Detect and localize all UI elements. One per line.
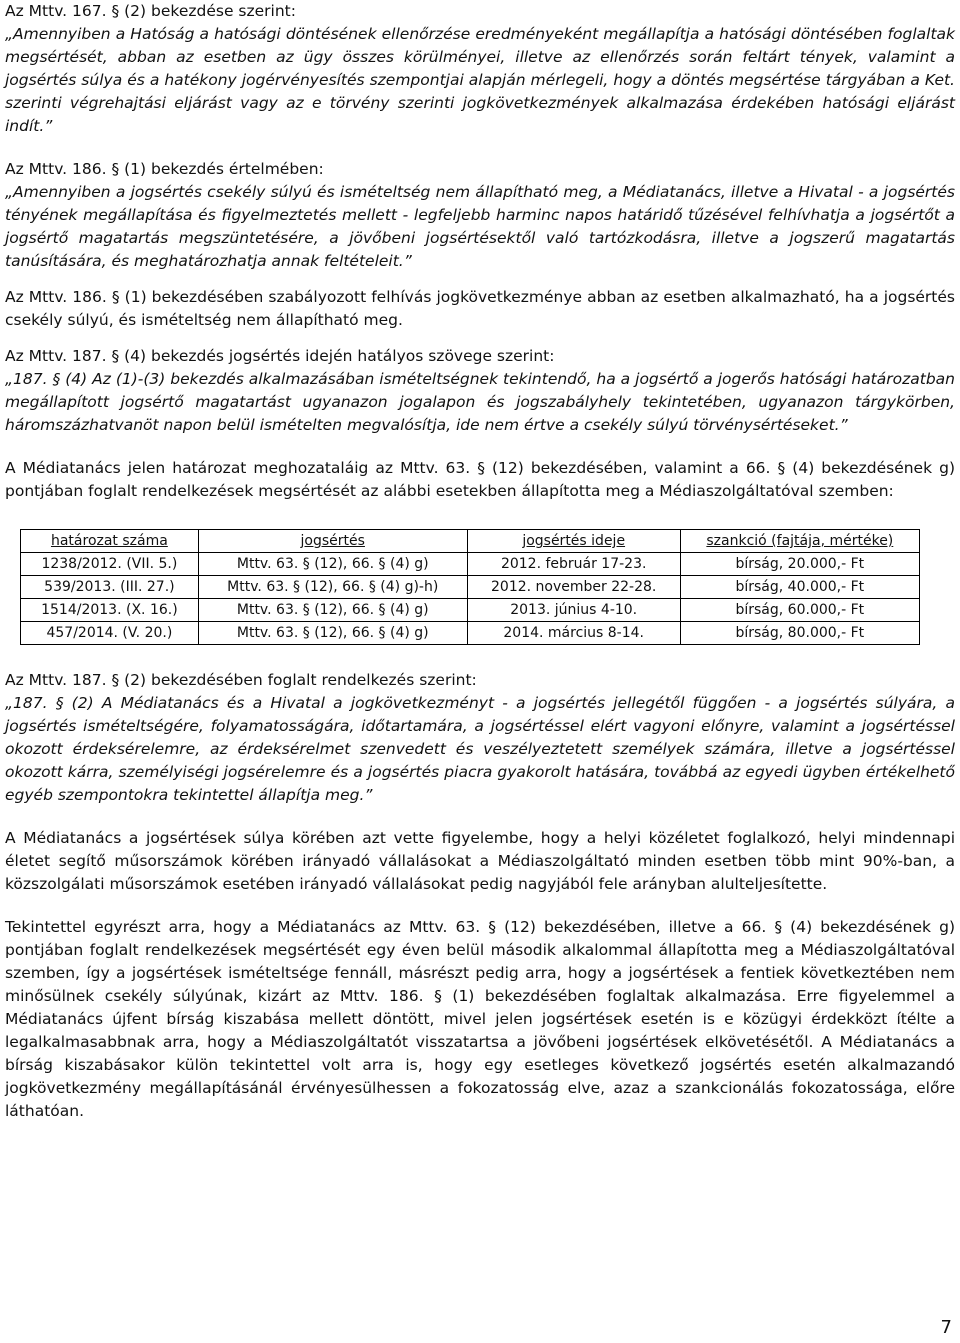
- quote-block-187-2: [5, 669, 955, 807]
- document-body: [5, 0, 955, 1123]
- table-cell: Mttv. 63. § (12), 66. § (4) g): [198, 553, 467, 576]
- header-decision-number: határozat száma: [21, 530, 199, 553]
- table-cell: bírság, 20.000,- Ft: [680, 553, 919, 576]
- quote-block-187-4: [5, 345, 955, 437]
- header-sanction: szankció (fajtája, mértéke): [680, 530, 919, 553]
- table-cell: bírság, 40.000,- Ft: [680, 576, 919, 599]
- sanctions-table: [20, 529, 920, 645]
- quote-187-4: „187. § (4) Az (1)-(3) bekezdés alkalmazásában ismételtségnek tekintendő, ha a jogsértő a jogerős hatósági határozatban megállapított jogsértő magatartást ugyanazon jogalapon és jogszabályhely tekintetében, ugyanazon tárgykörben, háromszázhatvanöt napon belül ismételten megvalósítja, ide nem értve a csekély súlyú törvénysértéseket.”: [5, 370, 955, 434]
- table-cell: 539/2013. (III. 27.): [21, 576, 199, 599]
- quote-186: „Amennyiben a jogsértés csekély súlyú és ismételtség nem állapítható meg, a Médiatanács, illetve a Hivatal - a jogsértés tényének megállapítása és figyelmeztetés mellett - legfeljebb harminc napos határidő tűzésével felhívhatja a jogsértőt a jogsértő magatartás megszüntetésére, a jövőbeni jogsértésektől való tartózkodásra, illetve a jogszerű magatartás tanúsítására, és meghatározhatja annak feltételeit.”: [5, 183, 955, 270]
- table-header-row: [21, 530, 920, 553]
- header-infringement-date: jogsértés ideje: [467, 530, 680, 553]
- table-row: [21, 599, 920, 622]
- table-cell: Mttv. 63. § (12), 66. § (4) g): [198, 622, 467, 645]
- table-cell: 2012. november 22-28.: [467, 576, 680, 599]
- lead-187-2: Az Mttv. 187. § (2) bekezdésében foglalt rendelkezés szerint:: [5, 671, 477, 689]
- quote-block-167: [5, 0, 955, 138]
- lead-167: Az Mttv. 167. § (2) bekezdése szerint:: [5, 2, 296, 20]
- header-infringement: jogsértés: [198, 530, 467, 553]
- table-cell: 1514/2013. (X. 16.): [21, 599, 199, 622]
- table-cell: 2012. február 17-23.: [467, 553, 680, 576]
- lead-187-4: Az Mttv. 187. § (4) bekezdés jogsértés idején hatályos szövege szerint:: [5, 347, 555, 365]
- table-cell: Mttv. 63. § (12), 66. § (4) g)-h): [198, 576, 467, 599]
- table-row: [21, 622, 920, 645]
- table-cell: 457/2014. (V. 20.): [21, 622, 199, 645]
- table-row: [21, 576, 920, 599]
- table-cell: 2014. március 8-14.: [467, 622, 680, 645]
- quote-187-2: „187. § (2) A Médiatanács és a Hivatal a jogkövetkezményt - a jogsértés jellegétől függően - a jogsértés súlyára, a jogsértés ismételtségére, folyamatosságára, időtartamára, a jogsértéssel elért vagyoni előnyre, valamint a jogsértéssel okozott érdeksérelemre, az érdeksérelmet szenvedett és veszélyeztetett személyek számára, illetve a jogsértéssel okozott kárra, személyiségi jogsérelemre és a jogsértés piacra gyakorolt hatására, továbbá az egyedi ügyben értékelhető egyéb szempontokra tekintettel állapítja meg.”: [5, 694, 955, 804]
- table-cell: 1238/2012. (VII. 5.): [21, 553, 199, 576]
- paragraph-final: Tekintettel egyrészt arra, hogy a Médiatanács az Mttv. 63. § (12) bekezdésében, illetve a 66. § (4) bekezdésének g) pontjában foglalt rendelkezések megsértését egy éven belül második alkalommal állapította meg a Médiaszolgáltatóval szemben, így a jogsértések ismételtsége fennáll, másrészt pedig arra, hogy a jogsértések a fentiek következtében nem minősülnek csekély súlyúnak, kizárt az Mttv. 186. § (1) bekezdésében foglaltak alkalmazása. Erre figyelemmel a Médiatanács újfent bírság kiszabása mellett döntött, mivel jelen jogsértések esetén is e közügyi érdekközt ítélte a legalkalmasabbnak arra, hogy a Médiaszolgáltatót visszatartsa a jövőbeni jogsértések elkövetésétől. A Médiatanács a bírság kiszabásakor külön tekintettel volt arra is, hogy egy esetleges következő jogsértés esetén alkalmazandó jogkövetkezmény megállapításánál érvényesülhessen a fokozatosság elve, azaz a szankcionálás fokozatossága, előre láthatóan.: [5, 918, 955, 1120]
- table-cell: bírság, 80.000,- Ft: [680, 622, 919, 645]
- paragraph-186-applicability: Az Mttv. 186. § (1) bekezdésében szabályozott felhívás jogkövetkezménye abban az esetben alkalmazható, ha a jogsértés csekély súlyú, és ismételtség nem állapítható meg.: [5, 288, 955, 329]
- table-cell: 2013. június 4-10.: [467, 599, 680, 622]
- quote-block-186: [5, 158, 955, 273]
- quote-167: „Amennyiben a Hatóság a hatósági döntésének ellenőrzése eredményeként megállapítja a hatósági döntésében foglaltak megsértését, abban az esetben az ügy összes körülményei, illetve az ellenőrzés során feltárt tények, valamint a jogsértés súlya és a hatékony jogérvényesítés szempontjai alapján mérlegeli, hogy a döntés megsértése tárgyában a Ket. szerinti végrehajtási eljárást vagy az e törvény szerinti jogkövetkezmények alkalmazása érdekében hatósági eljárást indít.”: [5, 25, 955, 135]
- table-cell: bírság, 60.000,- Ft: [680, 599, 919, 622]
- table-cell: Mttv. 63. § (12), 66. § (4) g): [198, 599, 467, 622]
- paragraph-weight: A Médiatanács a jogsértések súlya körében azt vette figyelembe, hogy a helyi közéletet foglalkozó, helyi mindennapi életet segítő műsorszámok körében irányadó vállalásokat a Médiaszolgáltató minden esetben több mint 90%-ban, a közszolgálati műsorszámok esetében irányadó vállalásokat pedig nagyjából fele arányban alulteljesítette.: [5, 829, 955, 893]
- table-row: [21, 553, 920, 576]
- lead-186: Az Mttv. 186. § (1) bekezdés értelmében:: [5, 160, 324, 178]
- paragraph-table-intro: A Médiatanács jelen határozat meghozataláig az Mttv. 63. § (12) bekezdésében, valamint a 66. § (4) bekezdésének g) pontjában foglalt rendelkezések megsértését az alábbi esetekben állapította meg a Médiaszolgáltatóval szemben:: [5, 459, 955, 500]
- page-number: 7: [940, 1317, 952, 1338]
